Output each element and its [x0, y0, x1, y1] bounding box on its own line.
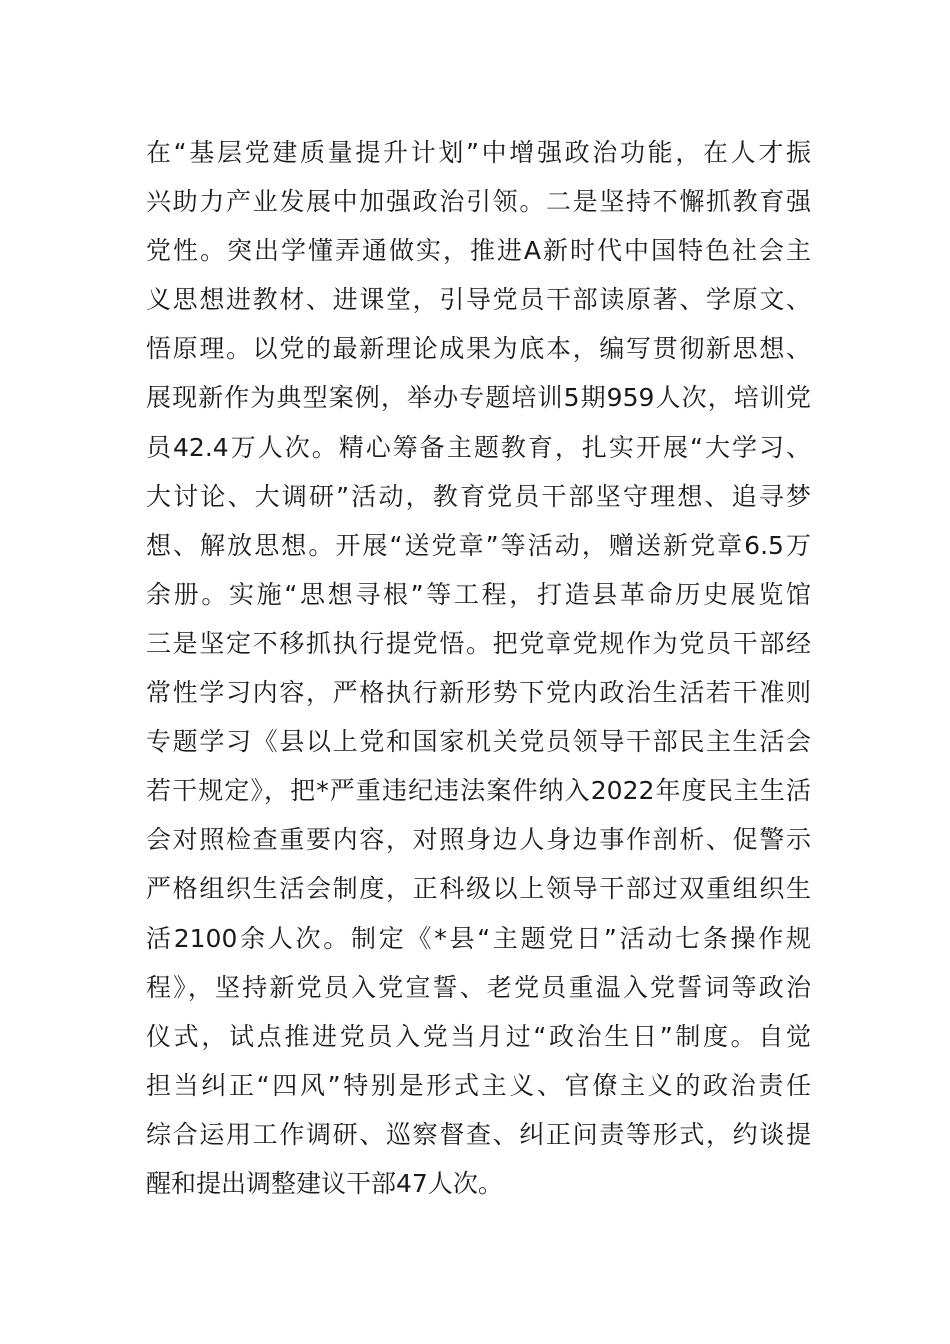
text-line: 醒和提出调整建议干部47人次。 [146, 1168, 503, 1198]
text-line: 余册。实施“思想寻根”等工程，打造县革命历史展览馆 [146, 579, 811, 609]
text-line: 会对照检查重要内容，对照身边人身边事作剖析、促警示 [146, 825, 811, 855]
text-line: 严格组织生活会制度，正科级以上领导干部过双重组织生 [146, 874, 811, 904]
text-line: 程》，坚持新党员入党宣誓、老党员重温入党誓词等政治 [146, 972, 811, 1002]
text-line: 想、解放思想。开展“送党章”等活动，赠送新党章6.5万 [146, 530, 811, 560]
text-line: 仪式，试点推进党员入党当月过“政治生日”制度。自觉 [146, 1021, 811, 1051]
text-line: 专题学习《县以上党和国家机关党员领导干部民主生活会 [146, 727, 811, 757]
text-line: 展现新作为典型案例，举办专题培训5期959人次，培训党 [146, 383, 811, 413]
text-line: 悟原理。以党的最新理论成果为底本，编写贯彻新思想、 [146, 334, 811, 364]
text-line: 活2100余人次。制定《*县“主题党日”活动七条操作规 [146, 923, 811, 953]
text-line: 常性学习内容，严格执行新形势下党内政治生活若干准则 [146, 678, 811, 708]
text-line: 兴助力产业发展中加强政治引领。二是坚持不懈抓教育强 [146, 187, 811, 217]
text-line: 义思想进教材、进课堂，引导党员干部读原著、学原文、 [146, 285, 811, 315]
text-line: 若干规定》，把*严重违纪违法案件纳入2022年度民主生活 [146, 776, 811, 806]
text-line: 在“基层党建质量提升计划”中增强政治功能，在人才振 [146, 138, 811, 167]
text-line: 三是坚定不移抓执行提党悟。把党章党规作为党员干部经 [146, 628, 811, 658]
text-line: 大讨论、大调研”活动，教育党员干部坚守理想、追寻梦 [146, 481, 811, 511]
text-line: 员42.4万人次。精心筹备主题教育，扎实开展“大学习、 [146, 432, 811, 462]
body-paragraph [146, 133, 811, 1213]
text-line: 担当纠正“四风”特别是形式主义、官僚主义的政治责任 [146, 1070, 811, 1100]
text-line: 综合运用工作调研、巡察督查、纠正问责等形式，约谈提 [146, 1119, 811, 1149]
text-line: 党性。突出学懂弄通做实，推进A新时代中国特色社会主 [146, 236, 811, 266]
